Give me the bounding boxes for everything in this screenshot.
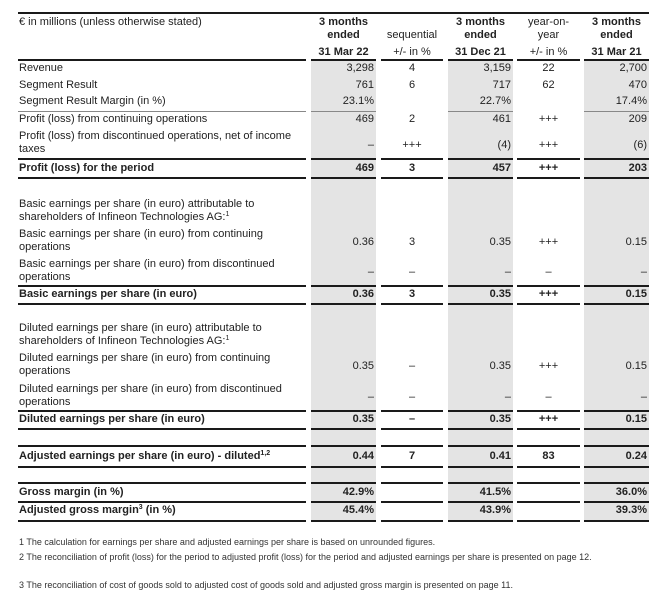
- cell-dec21: 22.7%: [479, 95, 511, 107]
- rule: [381, 303, 443, 305]
- basic-eps-heading: [19, 198, 305, 224]
- cell-dec21: (4): [497, 139, 511, 151]
- rule: [311, 466, 376, 468]
- cell-dec21: 0.35: [489, 288, 511, 300]
- rule: [584, 410, 649, 412]
- rule: [584, 482, 649, 484]
- rule: [517, 59, 580, 61]
- rule: [448, 59, 513, 61]
- rule: [448, 158, 513, 160]
- rule: [381, 428, 443, 430]
- cell-mar21: 36.0%: [615, 486, 647, 498]
- col-header-date: 31 Mar 22: [318, 46, 369, 58]
- cell-mar21: 209: [628, 113, 647, 125]
- col-header-line: ended: [600, 29, 633, 41]
- top-rule: [18, 12, 649, 14]
- rule: [18, 177, 306, 179]
- rule: [584, 158, 649, 160]
- cell-yoy: +++: [538, 360, 559, 372]
- col-header-mar22: [311, 16, 376, 59]
- cell-mar21: 2,700: [619, 62, 647, 74]
- row-label: Basic earnings per share (in euro) from discontinued operations: [19, 258, 275, 283]
- col-header-line: ended: [464, 29, 497, 41]
- rule: [18, 501, 306, 503]
- footnote-2: 2 The reconciliation of profit (loss) for the period to adjusted profit (loss) for the period and adjusted earnings per share is presented on page 12.: [19, 552, 592, 562]
- col-header-line: year: [537, 29, 560, 41]
- row-label: [19, 504, 305, 517]
- rule: [18, 482, 306, 484]
- cell-yoy: +++: [538, 413, 559, 425]
- rule: [381, 445, 443, 447]
- cell-yoy: +++: [538, 162, 559, 174]
- cell-yoy: –: [545, 266, 552, 278]
- cell-mar22: 0.35: [352, 413, 374, 425]
- cell-mar22: 0.44: [352, 450, 374, 462]
- cell-mar21: 17.4%: [615, 95, 647, 107]
- rule: [517, 482, 580, 484]
- cell-mar22: 0.36: [352, 288, 374, 300]
- footnote-3: 3 The reconciliation of cost of goods sold to adjusted cost of goods sold and adjusted gross margin is presented on page 11.: [19, 580, 513, 590]
- row-label-suffix: (in %): [142, 504, 176, 516]
- rule: [311, 482, 376, 484]
- cell-mar22: –: [367, 139, 374, 151]
- rule: [517, 520, 580, 522]
- cell-mar21: 0.15: [625, 360, 647, 372]
- cell-dec21: 41.5%: [479, 486, 511, 498]
- cell-mar22: 45.4%: [342, 504, 374, 516]
- rule: [448, 520, 513, 522]
- rule: [311, 285, 376, 287]
- diluted-eps-heading: [19, 322, 305, 348]
- cell-mar21: (6): [633, 139, 647, 151]
- cell-sequential: 6: [408, 79, 416, 91]
- cell-yoy: 22: [542, 62, 555, 74]
- rule: [381, 177, 443, 179]
- cell-sequential: –: [408, 391, 416, 403]
- cell-mar22: 469: [355, 113, 374, 125]
- rule: [18, 158, 306, 160]
- rule: [381, 520, 443, 522]
- cell-mar21: 0.24: [625, 450, 647, 462]
- cell-dec21: 461: [492, 113, 511, 125]
- cell-mar21: –: [640, 266, 647, 278]
- cell-mar22: 23.1%: [342, 95, 374, 107]
- unit-label: € in millions (unless otherwise stated): [19, 16, 202, 28]
- rule: [448, 285, 513, 287]
- col-header-line: 3 months: [319, 16, 368, 28]
- rule: [584, 466, 649, 468]
- row-label: Basic earnings per share (in euro) attributable to shareholders of Infineon Technologies AG:: [19, 198, 255, 223]
- col-header-unit: +/- in %: [529, 46, 568, 58]
- row-label: Diluted earnings per share (in euro) attributable to shareholders of Infineon Technologies AG:: [19, 322, 262, 347]
- cell-sequential: 3: [408, 162, 416, 174]
- cell-sequential: –: [408, 266, 416, 278]
- cell-yoy: +++: [538, 113, 559, 125]
- rule: [311, 59, 376, 61]
- rule: [517, 303, 580, 305]
- footnote-ref: 1: [225, 211, 230, 218]
- row-label: Profit (loss) from discontinued operations, net of income taxes: [19, 130, 292, 155]
- rule: [517, 177, 580, 179]
- cell-mar22: –: [367, 266, 374, 278]
- cell-yoy: 62: [542, 79, 555, 91]
- rule: [18, 520, 306, 522]
- cell-mar22: 0.35: [352, 360, 374, 372]
- row-label: Profit (loss) from continuing operations: [19, 113, 208, 125]
- cell-dec21: 43.9%: [479, 504, 511, 516]
- row-label: Profit (loss) for the period: [19, 162, 155, 174]
- rule: [584, 428, 649, 430]
- rule: [517, 158, 580, 160]
- cell-dec21: 0.35: [489, 236, 511, 248]
- footnote-ref: 3: [138, 504, 143, 511]
- row-label: Segment Result Margin (in %): [19, 95, 166, 107]
- cell-sequential: –: [408, 413, 416, 425]
- rule: [584, 285, 649, 287]
- cell-sequential: +++: [402, 139, 422, 151]
- cell-mar21: 39.3%: [615, 504, 647, 516]
- cell-dec21: 457: [492, 162, 511, 174]
- rule: [448, 111, 513, 112]
- rule: [18, 466, 306, 468]
- rule: [381, 482, 443, 484]
- rule: [517, 428, 580, 430]
- cell-dec21: 3,159: [483, 62, 511, 74]
- rule: [517, 410, 580, 412]
- cell-sequential: 4: [408, 62, 416, 74]
- cell-mar22: 3,298: [346, 62, 374, 74]
- cell-dec21: 0.35: [489, 360, 511, 372]
- rule: [584, 177, 649, 179]
- rule: [18, 111, 306, 112]
- rule: [381, 466, 443, 468]
- col-header-line: year-on-: [528, 16, 569, 28]
- cell-mar22: 42.9%: [342, 486, 374, 498]
- row-label: Segment Result: [19, 79, 98, 91]
- row-label: Diluted earnings per share (in euro) from discontinued operations: [19, 383, 282, 408]
- rule: [381, 410, 443, 412]
- col-header-yoy: [517, 16, 580, 59]
- footnote-1: 1 The calculation for earnings per share and adjusted earnings per share is based on unrounded figures.: [19, 537, 436, 547]
- rule: [584, 445, 649, 447]
- col-header-dec21: [448, 16, 513, 59]
- col-header-date: 31 Dec 21: [455, 46, 506, 58]
- rule: [517, 466, 580, 468]
- col-header-line: 3 months: [456, 16, 505, 28]
- cell-yoy: –: [545, 391, 552, 403]
- rule: [18, 445, 306, 447]
- rule: [448, 303, 513, 305]
- rule: [517, 445, 580, 447]
- cell-dec21: 0.35: [489, 413, 511, 425]
- cell-yoy: +++: [538, 288, 559, 300]
- cell-dec21: –: [504, 266, 511, 278]
- col-header-line: sequential: [386, 29, 438, 41]
- rule: [381, 501, 443, 503]
- row-label: [19, 450, 305, 463]
- row-label: Diluted earnings per share (in euro) from continuing operations: [19, 352, 271, 377]
- cell-dec21: –: [504, 391, 511, 403]
- footnote-ref: 1: [225, 335, 230, 342]
- rule: [584, 59, 649, 61]
- col-header-unit: +/- in %: [393, 46, 431, 58]
- row-label-text: Adjusted earnings per share (in euro) - diluted: [19, 450, 261, 462]
- cell-mar21: 470: [628, 79, 647, 91]
- rule: [311, 303, 376, 305]
- cell-mar21: –: [640, 391, 647, 403]
- rule: [311, 177, 376, 179]
- cell-mar21: 0.15: [625, 413, 647, 425]
- rule: [18, 303, 306, 305]
- col-header-line: ended: [327, 29, 360, 41]
- rule: [311, 428, 376, 430]
- col-header-line: 3 months: [592, 16, 641, 28]
- rule: [448, 428, 513, 430]
- rule: [448, 501, 513, 503]
- cell-dec21: 717: [492, 79, 511, 91]
- row-label: Basic earnings per share (in euro) from continuing operations: [19, 228, 263, 253]
- row-label: Diluted earnings per share (in euro): [19, 413, 205, 425]
- rule: [517, 285, 580, 287]
- cell-mar22: –: [367, 391, 374, 403]
- rule: [18, 285, 306, 287]
- cell-sequential: 3: [408, 236, 416, 248]
- rule: [311, 111, 376, 112]
- cell-mar22: 0.36: [352, 236, 374, 248]
- cell-mar21: 0.15: [625, 236, 647, 248]
- rule: [18, 410, 306, 412]
- rule: [18, 59, 306, 61]
- row-label: Gross margin (in %): [19, 486, 124, 498]
- cell-sequential: –: [408, 360, 416, 372]
- rule: [381, 59, 443, 61]
- rule: [448, 445, 513, 447]
- rule: [311, 520, 376, 522]
- cell-sequential: 7: [408, 450, 416, 462]
- col-header-mar21: [584, 16, 649, 59]
- rule: [584, 501, 649, 503]
- cell-yoy: 83: [542, 450, 555, 462]
- rule: [517, 501, 580, 503]
- rule: [584, 303, 649, 305]
- cell-mar21: 203: [628, 162, 647, 174]
- row-label: Revenue: [19, 62, 64, 74]
- row-label: Basic earnings per share (in euro): [19, 288, 197, 300]
- cell-mar22: 761: [355, 79, 374, 91]
- cell-sequential: 2: [408, 113, 416, 125]
- col-header-date: 31 Mar 21: [591, 46, 642, 58]
- cell-mar21: 0.15: [625, 288, 647, 300]
- row-label-text: Adjusted gross margin: [19, 504, 139, 516]
- rule: [381, 158, 443, 160]
- rule: [448, 482, 513, 484]
- rule: [311, 501, 376, 503]
- cell-dec21: 0.41: [489, 450, 511, 462]
- rule: [584, 520, 649, 522]
- rule: [448, 466, 513, 468]
- rule: [381, 285, 443, 287]
- cell-yoy: +++: [538, 236, 559, 248]
- col-header-sequential: [381, 16, 443, 59]
- rule: [448, 410, 513, 412]
- rule: [311, 445, 376, 447]
- rule: [448, 177, 513, 179]
- rule: [584, 111, 649, 112]
- rule: [18, 428, 306, 430]
- cell-mar22: 469: [355, 162, 374, 174]
- rule: [311, 410, 376, 412]
- cell-sequential: 3: [408, 288, 416, 300]
- cell-yoy: +++: [538, 139, 559, 151]
- footnote-ref: 1,2: [260, 450, 271, 457]
- rule: [311, 158, 376, 160]
